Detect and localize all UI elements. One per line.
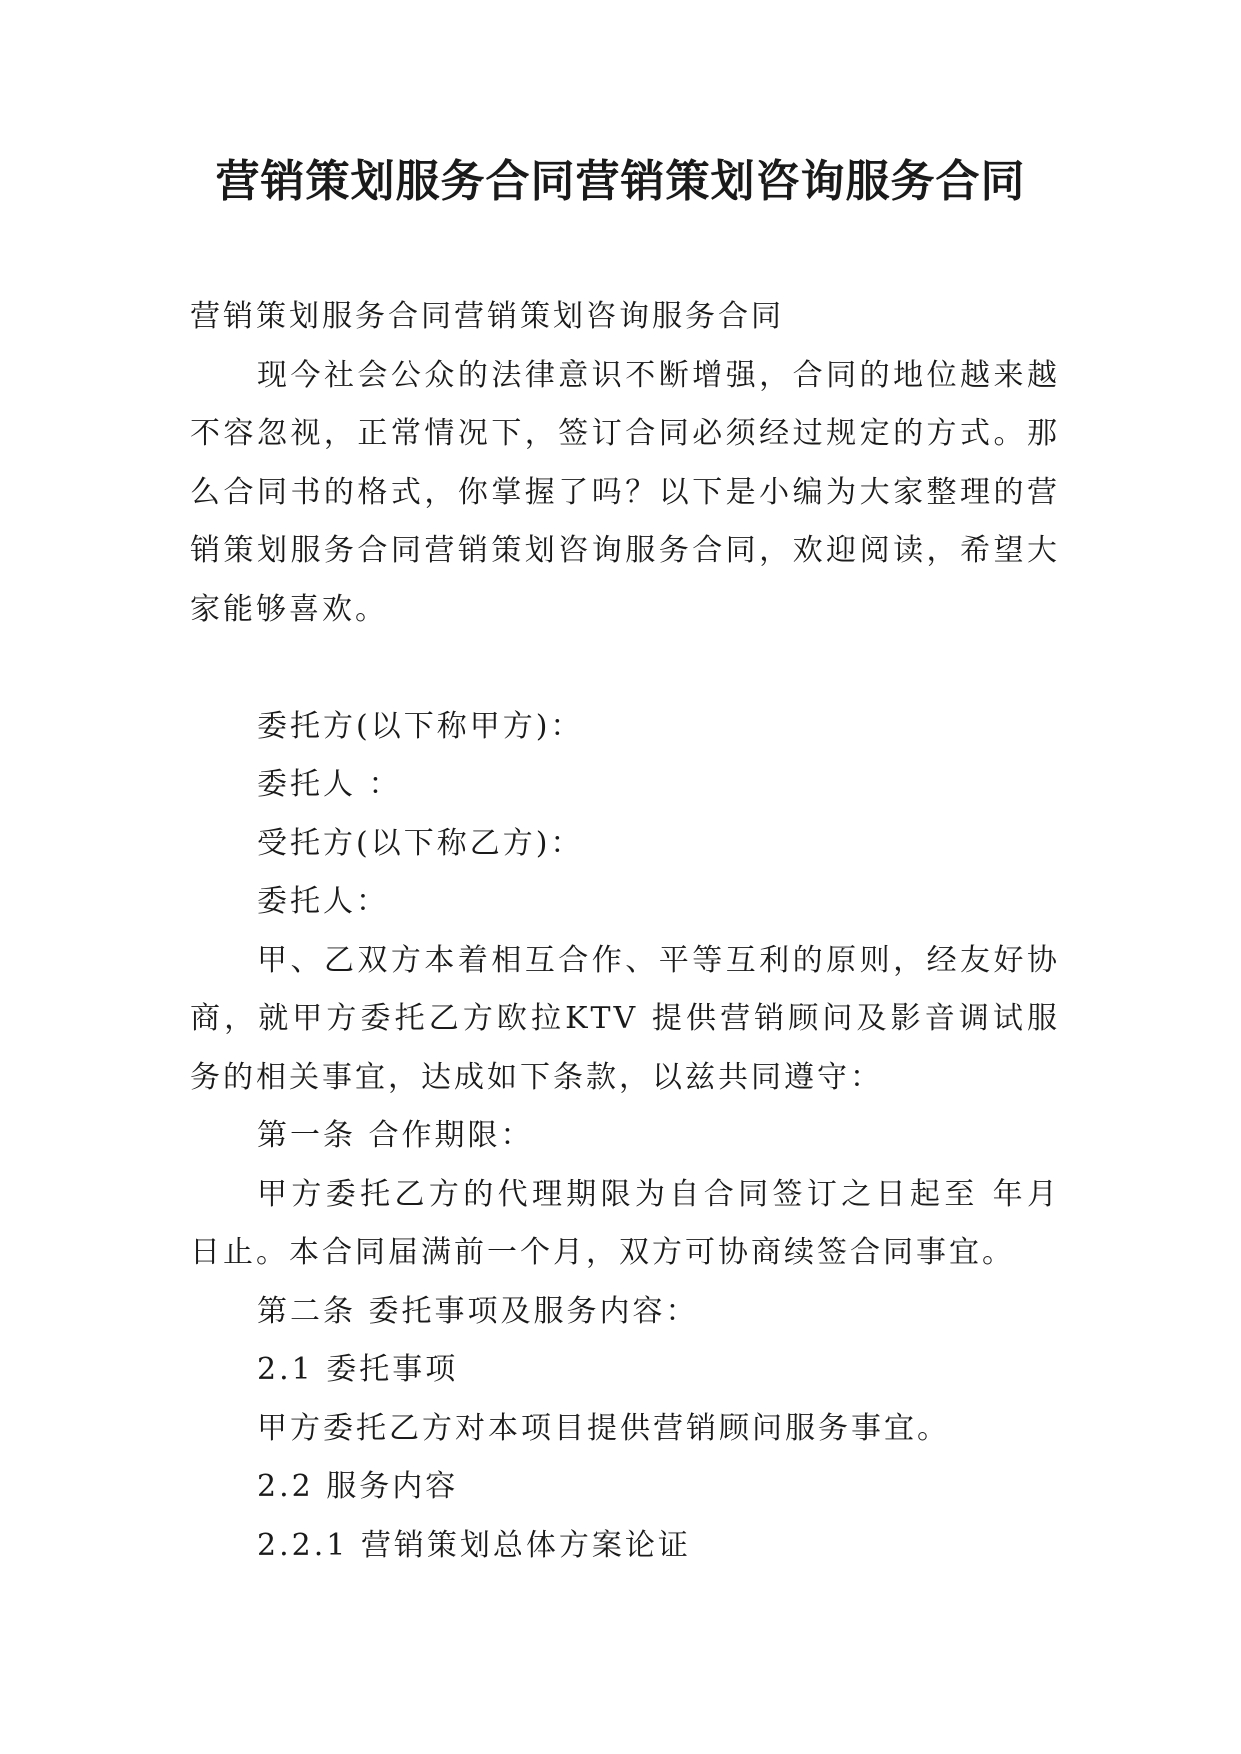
party-a-agent-line: 委托人 ：: [257, 767, 402, 802]
article-1-paragraph: 甲方委托乙方的代理期限为自合同签订之日起至 年月 日止。本合同届满前一个月，双方可协商续签合同事宜。: [190, 1176, 1060, 1270]
section-2-1-paragraph: 甲方委托乙方对本项目提供营销顾问服务事宜。: [257, 1410, 950, 1446]
party-a-line: 委托方(以下称甲方)：: [257, 708, 584, 744]
party-b-line: 受托方(以下称乙方)：: [257, 825, 584, 861]
section-2-1-heading: 2.1 委托事项: [257, 1352, 459, 1387]
article-1-heading: 第一条 合作期限：: [257, 1118, 534, 1153]
party-b-agent-line: 委托人：: [257, 884, 389, 919]
blank-line: [190, 639, 1060, 698]
section-2-2-1-heading: 2.2.1 营销策划总体方案论证: [257, 1527, 691, 1563]
intro-paragraph: 现今社会公众的法律意识不断增强，合同的地位越来越不容忽视，正常情况下，签订合同必须经过规定的方式。那么合同书的格式，你掌握了吗？以下是小编为大家整理的营销策划服务合同营销策划咨询服务合同，欢迎阅读，希望大家能够喜欢。: [190, 357, 1060, 627]
article-2-heading: 第二条 委托事项及服务内容：: [257, 1293, 699, 1329]
document-body: [190, 288, 1060, 1575]
subtitle-paragraph: 营销策划服务合同营销策划咨询服务合同: [190, 299, 784, 334]
document-title: 营销策划服务合同营销策划咨询服务合同: [215, 156, 1026, 207]
section-2-2-heading: 2.2 服务内容: [257, 1469, 459, 1504]
agreement-paragraph: 甲、乙双方本着相互合作、平等互利的原则，经友好协商，就甲方委托乙方欧拉KTV 提供营销顾问及影音调试服务的相关事宜，达成如下条款，以兹共同遵守：: [190, 942, 1060, 1095]
